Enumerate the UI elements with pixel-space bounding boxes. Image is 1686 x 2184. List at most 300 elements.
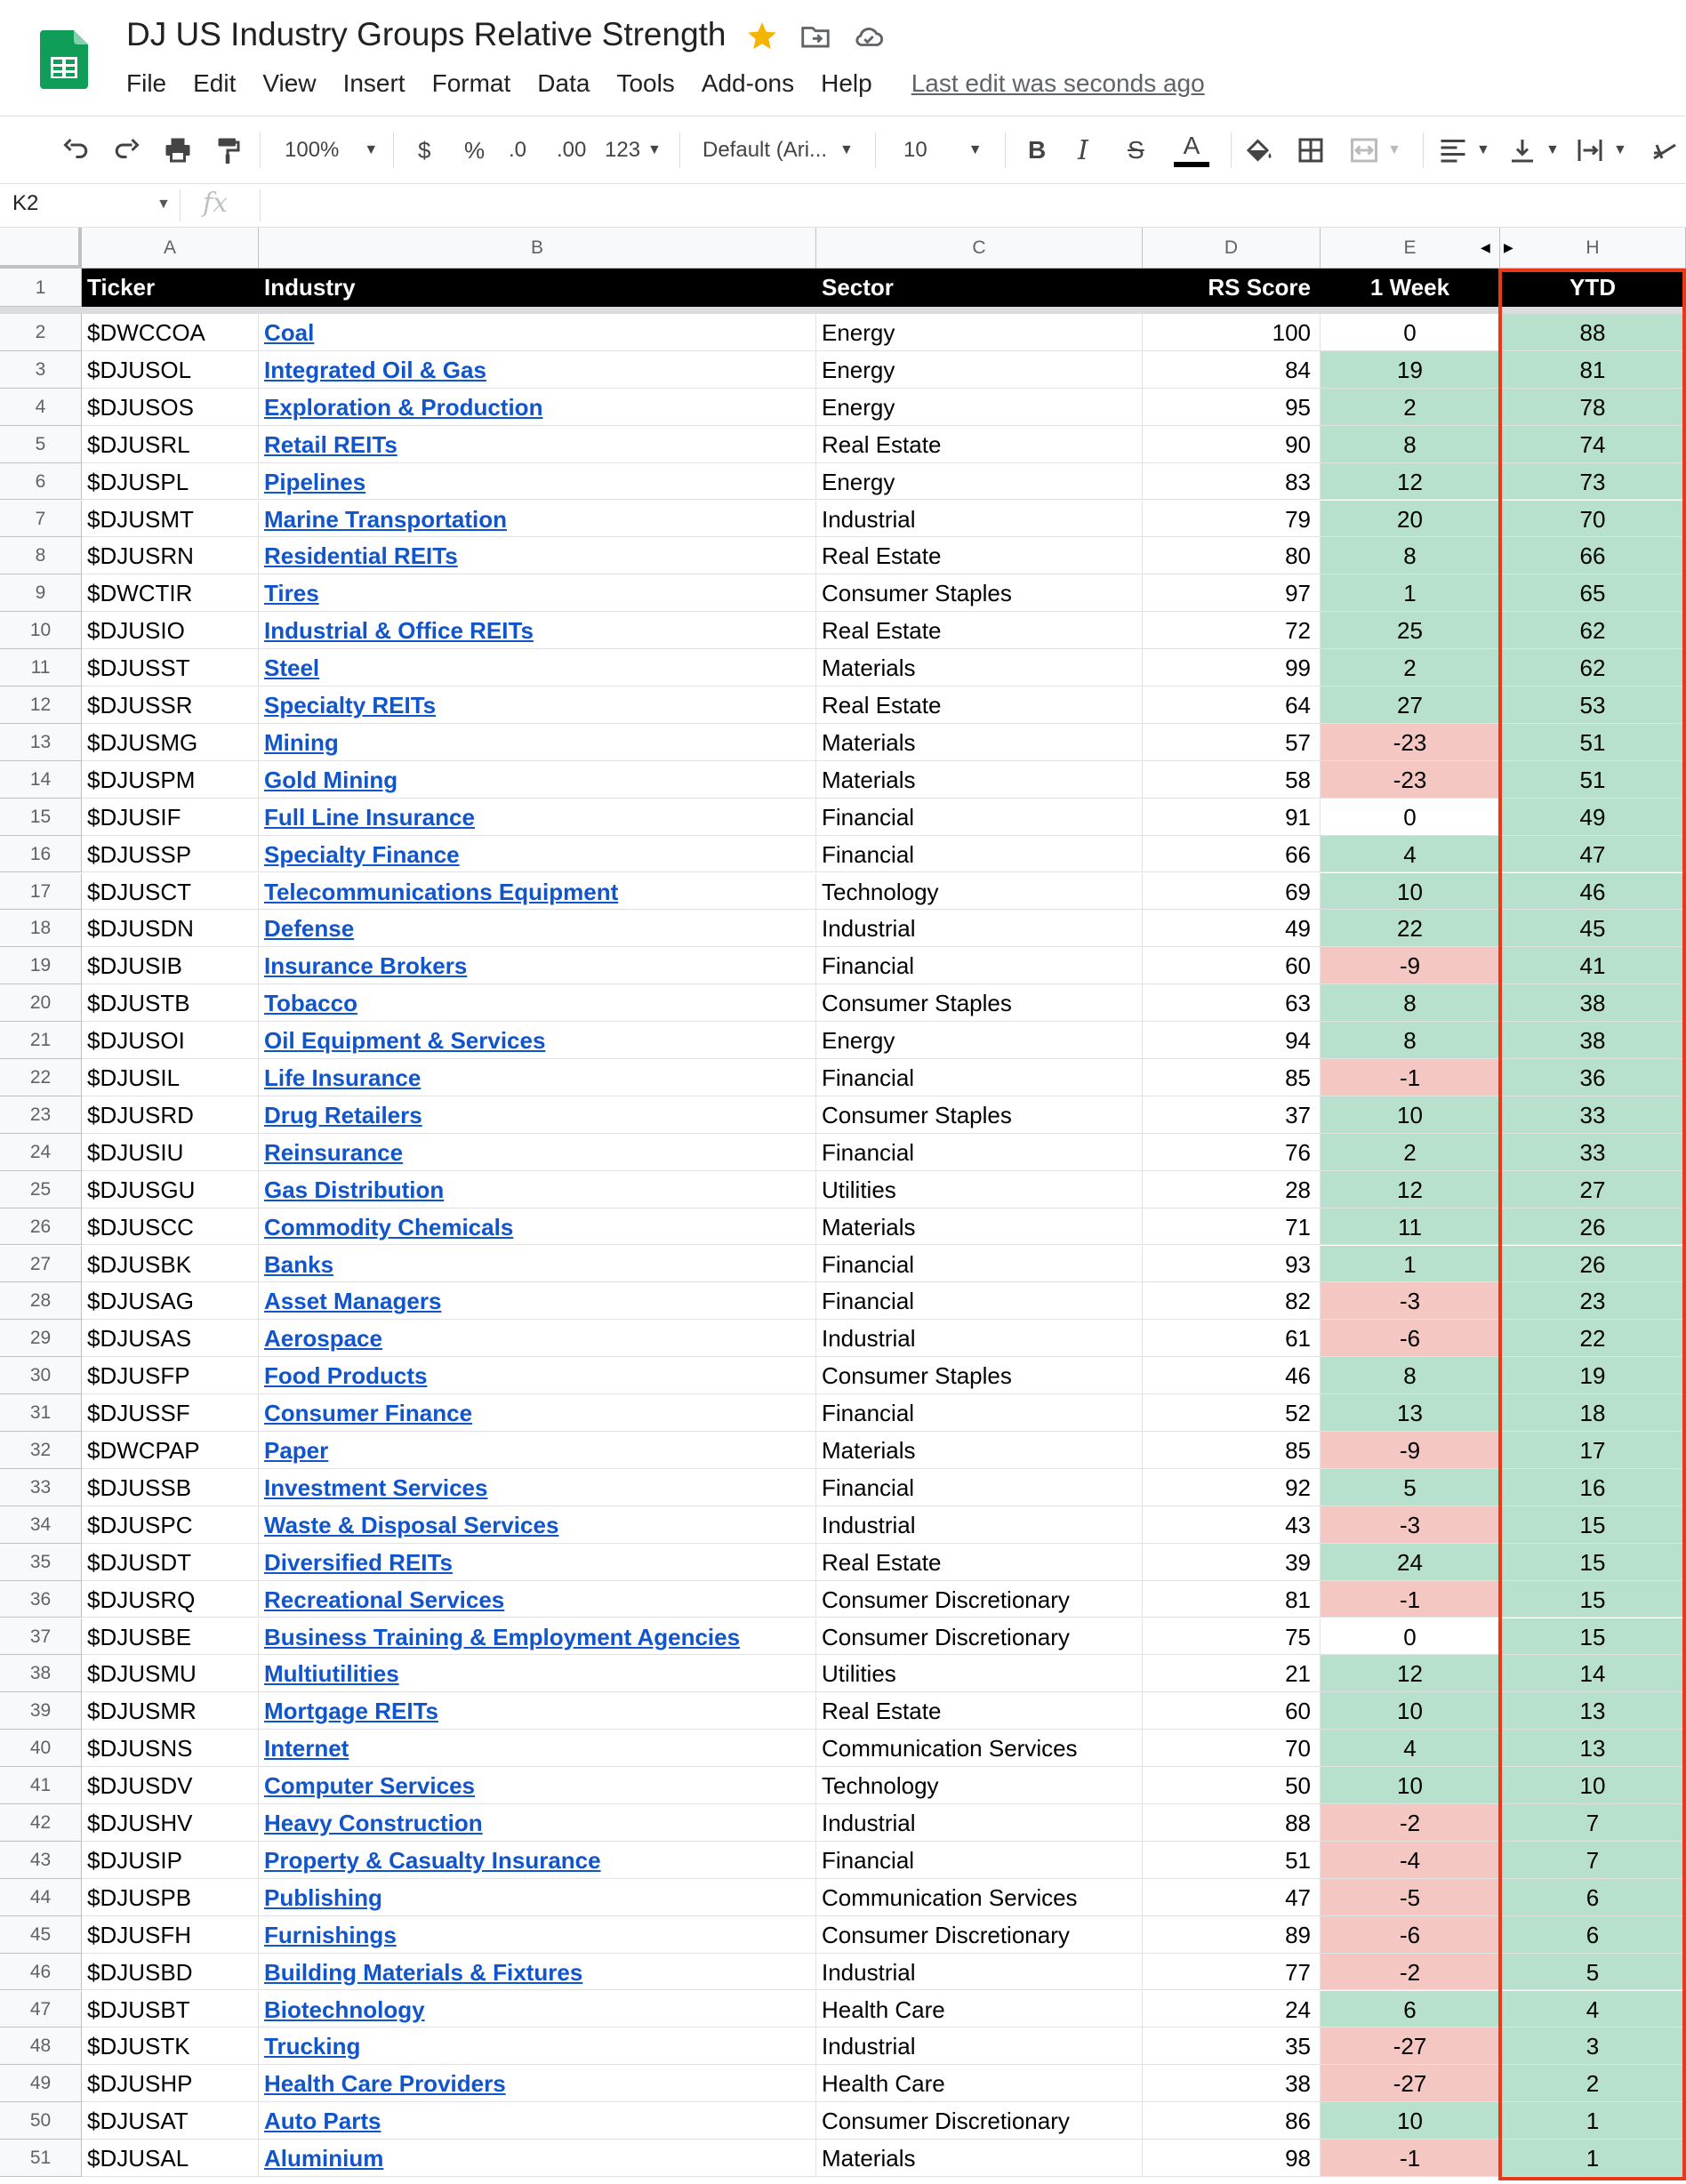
zoom-select[interactable] bbox=[285, 129, 378, 172]
cell-ticker[interactable]: $DJUSIO bbox=[82, 612, 259, 649]
cell-rs[interactable]: 46 bbox=[1143, 1357, 1321, 1394]
cell-week[interactable]: 12 bbox=[1321, 1171, 1500, 1208]
row-header[interactable]: 20 bbox=[0, 984, 82, 1022]
cell-week[interactable]: 8 bbox=[1321, 1357, 1500, 1394]
cell-ticker[interactable]: $DJUSSF bbox=[82, 1394, 259, 1432]
cell-sector[interactable]: Consumer Staples bbox=[816, 1096, 1143, 1134]
row-header[interactable]: 32 bbox=[0, 1432, 82, 1469]
cell-ticker[interactable]: $DJUSGU bbox=[82, 1171, 259, 1208]
document-title[interactable]: DJ US Industry Groups Relative Strength bbox=[126, 16, 727, 52]
cell-ytd[interactable]: 27 bbox=[1500, 1171, 1686, 1208]
cell-week[interactable]: 4 bbox=[1321, 836, 1500, 873]
cell-ytd[interactable]: 6 bbox=[1500, 1916, 1686, 1954]
cell-industry[interactable] bbox=[259, 873, 816, 911]
fill-color-button[interactable] bbox=[1243, 129, 1275, 172]
cell-ticker[interactable]: $DJUSBE bbox=[82, 1618, 259, 1656]
cell-week[interactable]: -27 bbox=[1321, 2065, 1500, 2102]
decrease-decimal-button[interactable] bbox=[509, 129, 526, 172]
industry-link[interactable]: Insurance Brokers bbox=[264, 952, 468, 980]
cell-ytd[interactable]: 38 bbox=[1500, 984, 1686, 1022]
cell-ticker[interactable]: $DJUSIF bbox=[82, 799, 259, 836]
menu-file[interactable]: File bbox=[126, 69, 167, 97]
cell-industry[interactable] bbox=[259, 1767, 816, 1804]
cell-week[interactable]: 24 bbox=[1321, 1544, 1500, 1581]
cell-sector[interactable]: Consumer Discretionary bbox=[816, 1618, 1143, 1656]
hidden-columns-left-arrow-icon[interactable]: ◀ bbox=[1481, 240, 1490, 254]
row-header[interactable]: 16 bbox=[0, 836, 82, 873]
column-header-c[interactable]: C bbox=[816, 228, 1143, 269]
cell-ytd[interactable]: 7 bbox=[1500, 1804, 1686, 1842]
cell-ytd[interactable]: 6 bbox=[1500, 1879, 1686, 1916]
cell-ticker[interactable]: $DJUSDT bbox=[82, 1544, 259, 1581]
cell-industry[interactable] bbox=[259, 1282, 816, 1320]
cell-ticker[interactable]: $DJUSPM bbox=[82, 761, 259, 799]
cell-rs[interactable]: 88 bbox=[1143, 1804, 1321, 1842]
cell-ticker[interactable]: $DJUSOL bbox=[82, 351, 259, 389]
industry-link[interactable]: Paper bbox=[264, 1437, 329, 1464]
cell-sector[interactable]: Financial bbox=[816, 1246, 1143, 1283]
cell-ticker[interactable]: $DWCTIR bbox=[82, 574, 259, 612]
cell-ytd[interactable]: 15 bbox=[1500, 1581, 1686, 1618]
cell-ytd[interactable]: 62 bbox=[1500, 612, 1686, 649]
row-header[interactable]: 49 bbox=[0, 2065, 82, 2102]
cell-rs[interactable]: 66 bbox=[1143, 836, 1321, 873]
industry-link[interactable]: Pipelines bbox=[264, 468, 366, 495]
cell-week[interactable]: 0 bbox=[1321, 799, 1500, 836]
industry-link[interactable]: Recreational Services bbox=[264, 1586, 505, 1613]
select-all-corner[interactable] bbox=[0, 228, 82, 269]
cell-rs[interactable]: 57 bbox=[1143, 724, 1321, 761]
cell-ytd[interactable]: 49 bbox=[1500, 799, 1686, 836]
column-header-a[interactable]: A bbox=[82, 228, 259, 269]
industry-link[interactable]: Mining bbox=[264, 728, 339, 756]
format-percent-button[interactable]: % bbox=[464, 136, 486, 164]
cell-ytd[interactable]: 18 bbox=[1500, 1394, 1686, 1432]
cell-week[interactable]: 0 bbox=[1321, 314, 1500, 351]
text-wrapping-button[interactable] bbox=[1574, 129, 1627, 172]
industry-link[interactable]: Aluminium bbox=[264, 2145, 384, 2172]
cell-ytd[interactable]: 23 bbox=[1500, 1282, 1686, 1320]
cell-rs[interactable]: 37 bbox=[1143, 1096, 1321, 1134]
cell-rs[interactable]: 21 bbox=[1143, 1655, 1321, 1692]
cell-sector[interactable]: Industrial bbox=[816, 2027, 1143, 2065]
cell-sector[interactable]: Consumer Staples bbox=[816, 574, 1143, 612]
cell-sector[interactable]: Financial bbox=[816, 1059, 1143, 1096]
industry-link[interactable]: Life Insurance bbox=[264, 1064, 422, 1091]
cell-rs[interactable]: 38 bbox=[1143, 2065, 1321, 2102]
cell-industry[interactable] bbox=[259, 1618, 816, 1656]
cell-week[interactable]: 2 bbox=[1321, 389, 1500, 426]
cell-sector[interactable]: Industrial bbox=[816, 1804, 1143, 1842]
row-header[interactable]: 33 bbox=[0, 1469, 82, 1506]
cell-sector[interactable]: Consumer Staples bbox=[816, 1357, 1143, 1394]
row-header[interactable]: 46 bbox=[0, 1954, 82, 1991]
cell-industry[interactable] bbox=[259, 1991, 816, 2028]
cell-week[interactable]: 4 bbox=[1321, 1730, 1500, 1767]
cell-week[interactable]: -1 bbox=[1321, 1059, 1500, 1096]
cell-ytd[interactable]: 15 bbox=[1500, 1618, 1686, 1656]
industry-link[interactable]: Oil Equipment & Services bbox=[264, 1027, 546, 1055]
borders-button[interactable] bbox=[1295, 129, 1327, 172]
cell-week[interactable]: 25 bbox=[1321, 612, 1500, 649]
cell-industry[interactable] bbox=[259, 1134, 816, 1171]
cell-rs[interactable]: 60 bbox=[1143, 1692, 1321, 1730]
cell-ytd[interactable]: 65 bbox=[1500, 574, 1686, 612]
row-header[interactable]: 36 bbox=[0, 1581, 82, 1618]
cell-ticker[interactable]: $DJUSMG bbox=[82, 724, 259, 761]
row-header[interactable]: 21 bbox=[0, 1022, 82, 1059]
cell-ytd[interactable]: 14 bbox=[1500, 1655, 1686, 1692]
cell-ytd[interactable]: 81 bbox=[1500, 351, 1686, 389]
print-button[interactable] bbox=[162, 129, 194, 172]
cell-week[interactable]: 10 bbox=[1321, 1096, 1500, 1134]
cell-sector[interactable]: Health Care bbox=[816, 1991, 1143, 2028]
cell-ticker[interactable]: $DJUSOI bbox=[82, 1022, 259, 1059]
industry-link[interactable]: Asset Managers bbox=[264, 1288, 442, 1315]
row-header[interactable]: 50 bbox=[0, 2102, 82, 2140]
row-header[interactable]: 2 bbox=[0, 314, 82, 351]
cell-sector[interactable]: Consumer Discretionary bbox=[816, 1916, 1143, 1954]
paint-format-button[interactable] bbox=[212, 129, 244, 172]
row-header[interactable]: 6 bbox=[0, 463, 82, 501]
header-cell-week[interactable]: 1 Week bbox=[1321, 269, 1500, 307]
industry-link[interactable]: Tires bbox=[264, 580, 319, 607]
cell-sector[interactable]: Communication Services bbox=[816, 1879, 1143, 1916]
row-header[interactable]: 4 bbox=[0, 389, 82, 426]
row-header[interactable]: 31 bbox=[0, 1394, 82, 1432]
cell-rs[interactable]: 93 bbox=[1143, 1246, 1321, 1283]
row-header[interactable]: 12 bbox=[0, 687, 82, 724]
cell-ytd[interactable]: 5 bbox=[1500, 1954, 1686, 1991]
cell-ytd[interactable]: 53 bbox=[1500, 687, 1686, 724]
cell-rs[interactable]: 52 bbox=[1143, 1394, 1321, 1432]
cell-ticker[interactable]: $DJUSST bbox=[82, 649, 259, 687]
cell-rs[interactable]: 49 bbox=[1143, 910, 1321, 947]
row-header[interactable]: 15 bbox=[0, 799, 82, 836]
cell-ticker[interactable]: $DJUSMU bbox=[82, 1655, 259, 1692]
industry-link[interactable]: Internet bbox=[264, 1735, 349, 1762]
text-color-button[interactable] bbox=[1174, 129, 1209, 172]
cell-sector[interactable]: Health Care bbox=[816, 2065, 1143, 2102]
cell-industry[interactable] bbox=[259, 910, 816, 947]
menu-data[interactable]: Data bbox=[537, 69, 590, 97]
industry-link[interactable]: Health Care Providers bbox=[264, 2070, 506, 2098]
cell-ytd[interactable]: 7 bbox=[1500, 1842, 1686, 1879]
cell-industry[interactable] bbox=[259, 724, 816, 761]
cell-industry[interactable] bbox=[259, 1469, 816, 1506]
cell-rs[interactable]: 72 bbox=[1143, 612, 1321, 649]
industry-link[interactable]: Drug Retailers bbox=[264, 1101, 422, 1128]
cell-rs[interactable]: 86 bbox=[1143, 2102, 1321, 2140]
cell-ytd[interactable]: 47 bbox=[1500, 836, 1686, 873]
header-cell-ytd[interactable]: YTD bbox=[1500, 269, 1686, 307]
name-box[interactable]: K2 bbox=[12, 191, 39, 215]
cell-rs[interactable]: 84 bbox=[1143, 351, 1321, 389]
more-formats-button[interactable] bbox=[605, 129, 662, 172]
cell-industry[interactable] bbox=[259, 1171, 816, 1208]
industry-link[interactable]: Integrated Oil & Gas bbox=[264, 356, 486, 383]
cell-week[interactable]: 1 bbox=[1321, 574, 1500, 612]
cell-rs[interactable]: 92 bbox=[1143, 1469, 1321, 1506]
cell-rs[interactable]: 60 bbox=[1143, 947, 1321, 984]
cell-ytd[interactable]: 45 bbox=[1500, 910, 1686, 947]
cell-industry[interactable] bbox=[259, 1954, 816, 1991]
cell-sector[interactable]: Industrial bbox=[816, 1320, 1143, 1357]
cell-ytd[interactable]: 73 bbox=[1500, 463, 1686, 501]
cell-ytd[interactable]: 15 bbox=[1500, 1506, 1686, 1544]
cell-industry[interactable] bbox=[259, 799, 816, 836]
cell-ticker[interactable]: $DJUSTK bbox=[82, 2027, 259, 2065]
cell-industry[interactable] bbox=[259, 1581, 816, 1618]
cell-week[interactable]: 10 bbox=[1321, 2102, 1500, 2140]
cell-industry[interactable] bbox=[259, 501, 816, 538]
cell-ytd[interactable]: 10 bbox=[1500, 1767, 1686, 1804]
cell-ticker[interactable]: $DWCCOA bbox=[82, 314, 259, 351]
industry-link[interactable]: Full Line Insurance bbox=[264, 803, 475, 831]
industry-link[interactable]: Tobacco bbox=[264, 990, 357, 1017]
merge-cells-button[interactable] bbox=[1348, 129, 1401, 172]
cell-week[interactable]: -4 bbox=[1321, 1842, 1500, 1879]
industry-link[interactable]: Specialty Finance bbox=[264, 840, 460, 868]
cell-industry[interactable] bbox=[259, 2027, 816, 2065]
industry-link[interactable]: Business Training & Employment Agencies bbox=[264, 1623, 741, 1650]
cell-ticker[interactable]: $DJUSHP bbox=[82, 2065, 259, 2102]
cell-ticker[interactable]: $DJUSIB bbox=[82, 947, 259, 984]
cell-rs[interactable]: 94 bbox=[1143, 1022, 1321, 1059]
industry-link[interactable]: Diversified REITs bbox=[264, 1548, 453, 1576]
cell-rs[interactable]: 91 bbox=[1143, 799, 1321, 836]
cell-week[interactable]: 12 bbox=[1321, 463, 1500, 501]
row-header[interactable]: 22 bbox=[0, 1059, 82, 1096]
menu-insert[interactable]: Insert bbox=[342, 69, 405, 97]
cell-ticker[interactable]: $DJUSPB bbox=[82, 1879, 259, 1916]
format-currency-button[interactable]: $ bbox=[418, 136, 431, 164]
cell-sector[interactable]: Industrial bbox=[816, 1954, 1143, 1991]
industry-link[interactable]: Auto Parts bbox=[264, 2108, 381, 2135]
redo-button[interactable] bbox=[112, 129, 144, 172]
cell-ticker[interactable]: $DJUSSP bbox=[82, 836, 259, 873]
cell-week[interactable]: 8 bbox=[1321, 537, 1500, 574]
header-cell-rs[interactable]: RS Score bbox=[1143, 269, 1321, 307]
cell-ytd[interactable]: 70 bbox=[1500, 501, 1686, 538]
cell-rs[interactable]: 28 bbox=[1143, 1171, 1321, 1208]
cell-ytd[interactable]: 88 bbox=[1500, 314, 1686, 351]
cell-industry[interactable] bbox=[259, 1879, 816, 1916]
cell-rs[interactable]: 64 bbox=[1143, 687, 1321, 724]
cell-week[interactable]: -23 bbox=[1321, 761, 1500, 799]
horizontal-align-button[interactable] bbox=[1437, 129, 1490, 172]
cell-ytd[interactable]: 15 bbox=[1500, 1544, 1686, 1581]
row-header[interactable]: 1 bbox=[0, 269, 82, 307]
cell-ticker[interactable]: $DJUSDV bbox=[82, 1767, 259, 1804]
star-icon[interactable] bbox=[745, 20, 779, 53]
cell-week[interactable]: 22 bbox=[1321, 910, 1500, 947]
cell-industry[interactable] bbox=[259, 537, 816, 574]
cell-week[interactable]: 2 bbox=[1321, 1134, 1500, 1171]
cell-industry[interactable] bbox=[259, 1842, 816, 1879]
text-rotation-button[interactable] bbox=[1649, 129, 1681, 172]
row-header[interactable]: 44 bbox=[0, 1879, 82, 1916]
industry-link[interactable]: Building Materials & Fixtures bbox=[264, 1958, 583, 1986]
cell-week[interactable]: -3 bbox=[1321, 1282, 1500, 1320]
move-to-folder-icon[interactable] bbox=[799, 20, 832, 53]
cell-ytd[interactable]: 46 bbox=[1500, 873, 1686, 911]
industry-link[interactable]: Specialty REITs bbox=[264, 692, 437, 719]
header-cell-sector[interactable]: Sector bbox=[816, 269, 1143, 307]
row-header[interactable]: 23 bbox=[0, 1096, 82, 1134]
cell-rs[interactable]: 85 bbox=[1143, 1059, 1321, 1096]
cell-rs[interactable]: 58 bbox=[1143, 761, 1321, 799]
cell-industry[interactable] bbox=[259, 1544, 816, 1581]
cell-industry[interactable] bbox=[259, 1916, 816, 1954]
undo-button[interactable] bbox=[59, 129, 91, 172]
cell-ytd[interactable]: 22 bbox=[1500, 1320, 1686, 1357]
cell-sector[interactable]: Real Estate bbox=[816, 1544, 1143, 1581]
cell-rs[interactable]: 75 bbox=[1143, 1618, 1321, 1656]
row-header[interactable]: 24 bbox=[0, 1134, 82, 1171]
industry-link[interactable]: Telecommunications Equipment bbox=[264, 878, 619, 905]
industry-link[interactable]: Computer Services bbox=[264, 1772, 475, 1800]
industry-link[interactable]: Gold Mining bbox=[264, 766, 398, 793]
cell-week[interactable]: 19 bbox=[1321, 351, 1500, 389]
cell-ytd[interactable]: 2 bbox=[1500, 2065, 1686, 2102]
cell-sector[interactable]: Technology bbox=[816, 873, 1143, 911]
menu-tools[interactable]: Tools bbox=[616, 69, 675, 97]
cell-rs[interactable]: 39 bbox=[1143, 1544, 1321, 1581]
cell-ticker[interactable]: $DJUSDN bbox=[82, 910, 259, 947]
cell-week[interactable]: 12 bbox=[1321, 1655, 1500, 1692]
industry-link[interactable]: Trucking bbox=[264, 2033, 361, 2060]
cell-ytd[interactable]: 4 bbox=[1500, 1991, 1686, 2028]
cell-rs[interactable]: 47 bbox=[1143, 1879, 1321, 1916]
cell-sector[interactable]: Energy bbox=[816, 463, 1143, 501]
cell-industry[interactable] bbox=[259, 687, 816, 724]
cell-week[interactable]: -27 bbox=[1321, 2027, 1500, 2065]
cell-ticker[interactable]: $DJUSCC bbox=[82, 1208, 259, 1246]
row-header[interactable]: 30 bbox=[0, 1357, 82, 1394]
cell-rs[interactable]: 35 bbox=[1143, 2027, 1321, 2065]
cell-ytd[interactable]: 13 bbox=[1500, 1730, 1686, 1767]
cell-sector[interactable]: Materials bbox=[816, 724, 1143, 761]
row-header[interactable]: 11 bbox=[0, 649, 82, 687]
cell-rs[interactable]: 61 bbox=[1143, 1320, 1321, 1357]
industry-link[interactable]: Furnishings bbox=[264, 1921, 397, 1948]
cell-sector[interactable]: Real Estate bbox=[816, 426, 1143, 463]
row-header[interactable]: 26 bbox=[0, 1208, 82, 1246]
cell-week[interactable]: 8 bbox=[1321, 1022, 1500, 1059]
row-header[interactable]: 10 bbox=[0, 612, 82, 649]
industry-link[interactable]: Marine Transportation bbox=[264, 505, 508, 533]
industry-link[interactable]: Waste & Disposal Services bbox=[264, 1511, 559, 1538]
cell-week[interactable]: -2 bbox=[1321, 1804, 1500, 1842]
industry-link[interactable]: Retail REITs bbox=[264, 430, 397, 458]
cell-industry[interactable] bbox=[259, 1096, 816, 1134]
cell-week[interactable]: 10 bbox=[1321, 1767, 1500, 1804]
row-header[interactable]: 47 bbox=[0, 1991, 82, 2028]
industry-link[interactable]: Industrial & Office REITs bbox=[264, 617, 534, 645]
cell-industry[interactable] bbox=[259, 1432, 816, 1469]
cell-week[interactable]: -3 bbox=[1321, 1506, 1500, 1544]
industry-link[interactable]: Banks bbox=[264, 1250, 334, 1278]
cell-industry[interactable] bbox=[259, 1804, 816, 1842]
row-header[interactable]: 41 bbox=[0, 1767, 82, 1804]
cell-rs[interactable]: 79 bbox=[1143, 501, 1321, 538]
industry-link[interactable]: Aerospace bbox=[264, 1325, 382, 1353]
cell-industry[interactable] bbox=[259, 1655, 816, 1692]
cell-week[interactable]: -9 bbox=[1321, 947, 1500, 984]
cell-industry[interactable] bbox=[259, 389, 816, 426]
cell-sector[interactable]: Materials bbox=[816, 1432, 1143, 1469]
cell-ytd[interactable]: 62 bbox=[1500, 649, 1686, 687]
row-header[interactable]: 8 bbox=[0, 537, 82, 574]
cell-industry[interactable] bbox=[259, 1320, 816, 1357]
cell-rs[interactable]: 24 bbox=[1143, 1991, 1321, 2028]
cell-week[interactable]: -6 bbox=[1321, 1916, 1500, 1954]
cell-ticker[interactable]: $DJUSBK bbox=[82, 1246, 259, 1283]
cell-rs[interactable]: 100 bbox=[1143, 314, 1321, 351]
column-header-h[interactable]: H bbox=[1500, 228, 1686, 269]
row-header[interactable]: 42 bbox=[0, 1804, 82, 1842]
cell-industry[interactable] bbox=[259, 1022, 816, 1059]
cell-week[interactable]: 2 bbox=[1321, 649, 1500, 687]
menu-view[interactable]: View bbox=[262, 69, 317, 97]
cell-ytd[interactable]: 19 bbox=[1500, 1357, 1686, 1394]
cell-week[interactable]: 20 bbox=[1321, 501, 1500, 538]
cell-ticker[interactable]: $DJUSRD bbox=[82, 1096, 259, 1134]
cell-ticker[interactable]: $DJUSHV bbox=[82, 1804, 259, 1842]
cell-week[interactable]: 8 bbox=[1321, 984, 1500, 1022]
cell-industry[interactable] bbox=[259, 947, 816, 984]
cell-week[interactable]: 1 bbox=[1321, 1246, 1500, 1283]
cell-ticker[interactable]: $DJUSAL bbox=[82, 2140, 259, 2177]
cell-week[interactable]: -1 bbox=[1321, 1581, 1500, 1618]
cell-ytd[interactable]: 66 bbox=[1500, 537, 1686, 574]
cell-week[interactable]: -1 bbox=[1321, 2140, 1500, 2177]
italic-button[interactable]: I bbox=[1078, 134, 1088, 166]
header-cell-ticker[interactable]: Ticker bbox=[82, 269, 259, 307]
cell-sector[interactable]: Materials bbox=[816, 761, 1143, 799]
cell-sector[interactable]: Materials bbox=[816, 2140, 1143, 2177]
cell-industry[interactable] bbox=[259, 426, 816, 463]
cell-ytd[interactable]: 38 bbox=[1500, 1022, 1686, 1059]
cell-industry[interactable] bbox=[259, 1394, 816, 1432]
cell-sector[interactable]: Utilities bbox=[816, 1655, 1143, 1692]
cell-rs[interactable]: 63 bbox=[1143, 984, 1321, 1022]
sheets-logo-icon[interactable] bbox=[40, 30, 88, 89]
cell-ticker[interactable]: $DJUSFH bbox=[82, 1916, 259, 1954]
industry-link[interactable]: Food Products bbox=[264, 1362, 428, 1390]
cell-industry[interactable] bbox=[259, 649, 816, 687]
row-header[interactable]: 7 bbox=[0, 501, 82, 538]
cell-week[interactable]: 10 bbox=[1321, 873, 1500, 911]
industry-link[interactable]: Mortgage REITs bbox=[264, 1698, 438, 1725]
cell-ytd[interactable]: 78 bbox=[1500, 389, 1686, 426]
cell-industry[interactable] bbox=[259, 2065, 816, 2102]
cell-rs[interactable]: 83 bbox=[1143, 463, 1321, 501]
cell-sector[interactable]: Financial bbox=[816, 1469, 1143, 1506]
cell-rs[interactable]: 99 bbox=[1143, 649, 1321, 687]
cell-ticker[interactable]: $DWCPAP bbox=[82, 1432, 259, 1469]
cell-ticker[interactable]: $DJUSRN bbox=[82, 537, 259, 574]
industry-link[interactable]: Exploration & Production bbox=[264, 393, 543, 421]
row-header[interactable]: 13 bbox=[0, 724, 82, 761]
cell-sector[interactable]: Energy bbox=[816, 314, 1143, 351]
row-header[interactable]: 29 bbox=[0, 1320, 82, 1357]
cell-industry[interactable] bbox=[259, 836, 816, 873]
cell-ticker[interactable]: $DJUSTB bbox=[82, 984, 259, 1022]
cell-ticker[interactable]: $DJUSSR bbox=[82, 687, 259, 724]
cell-industry[interactable] bbox=[259, 2140, 816, 2177]
